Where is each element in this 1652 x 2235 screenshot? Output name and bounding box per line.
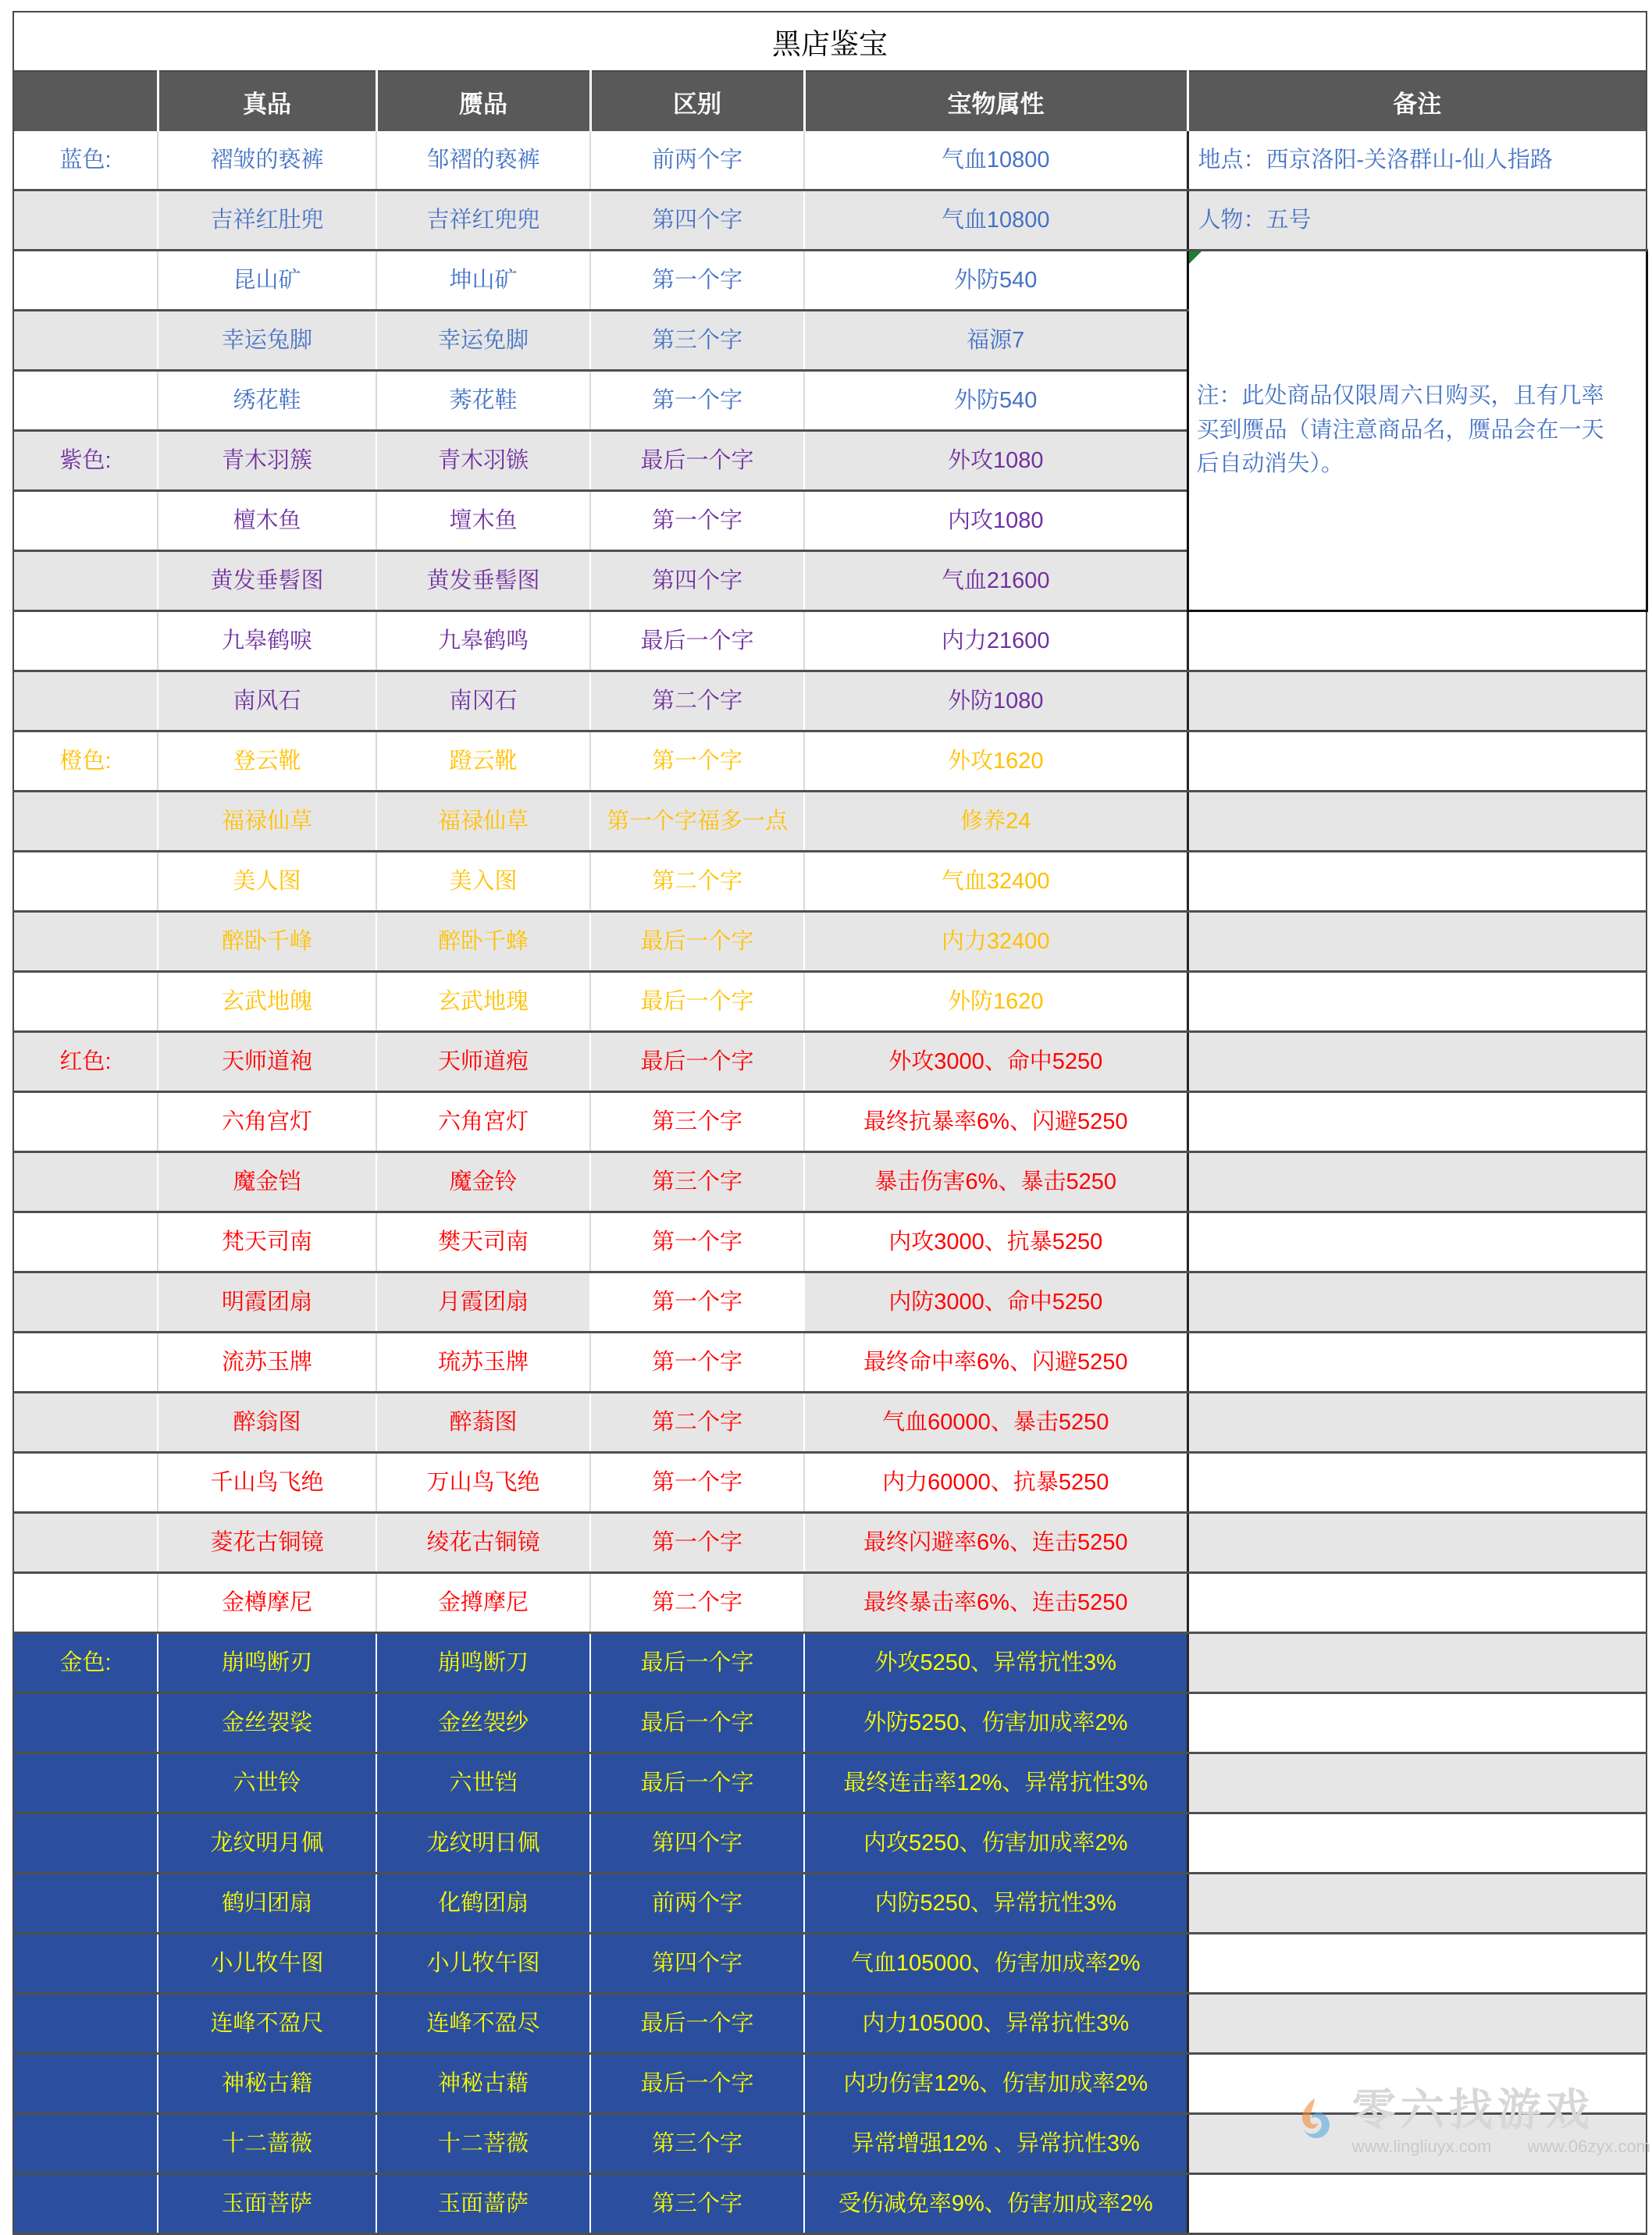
genuine-name-cell: 流苏玉牌: [158, 1333, 376, 1393]
fake-name-cell: 莠花鞋: [376, 371, 590, 431]
remark-empty-cell: [1187, 1393, 1647, 1453]
attributes-cell: 最终命中率6%、闪避5250: [804, 1333, 1187, 1393]
remark-empty-cell: [1187, 1874, 1647, 1934]
remark-empty-cell: [1187, 852, 1647, 912]
difference-cell: 第一个字: [590, 1513, 804, 1573]
table-row: [13, 852, 1647, 912]
remark-empty-cell: [1187, 1994, 1647, 2054]
difference-cell: 第一个字: [590, 371, 804, 431]
fake-name-cell: 龙纹明日佩: [376, 1813, 590, 1874]
table-row: [13, 131, 1647, 190]
genuine-name-cell: 昆山矿: [158, 251, 376, 311]
difference-cell: 第一个字福多一点: [590, 792, 804, 852]
genuine-name-cell: 崩鸣断刃: [158, 1633, 376, 1693]
genuine-name-cell: 吉祥红肚兜: [158, 190, 376, 251]
attributes-cell: 内力32400: [804, 912, 1187, 972]
remark-empty-cell: [1187, 1693, 1647, 1753]
fake-name-cell: 玉面蔷萨: [376, 2174, 590, 2234]
section-color-label: [13, 1874, 158, 1934]
table-row: [13, 1152, 1647, 1212]
remark-empty-cell: [1187, 611, 1647, 671]
difference-cell: 第四个字: [590, 190, 804, 251]
table-row: [13, 2174, 1647, 2234]
difference-cell: 第一个字: [590, 251, 804, 311]
genuine-name-cell: 梵天司南: [158, 1212, 376, 1272]
section-color-label: [13, 912, 158, 972]
attributes-cell: 最终闪避率6%、连击5250: [804, 1513, 1187, 1573]
attributes-cell: 气血10800: [804, 190, 1187, 251]
section-color-label: [13, 611, 158, 671]
section-color-label: [13, 2114, 158, 2174]
remark-note-box: [1187, 251, 1647, 611]
fake-name-cell: 金撙摩尼: [376, 1573, 590, 1633]
section-color-label: [13, 1573, 158, 1633]
fake-name-cell: 幸运免脚: [376, 311, 590, 371]
attributes-cell: 内攻5250、伤害加成率2%: [804, 1813, 1187, 1874]
section-color-label: [13, 1333, 158, 1393]
watermark-url-1: www.lingliuyx.com: [1351, 2137, 1492, 2156]
genuine-name-cell: 褶皱的亵裤: [158, 131, 376, 190]
section-color-label: [13, 491, 158, 551]
section-color-label: [13, 1152, 158, 1212]
difference-cell: 最后一个字: [590, 1633, 804, 1693]
genuine-name-cell: 六角宫灯: [158, 1092, 376, 1152]
remark-empty-cell: [1187, 972, 1647, 1032]
genuine-name-cell: 黄发垂髫图: [158, 551, 376, 611]
section-color-label: [13, 792, 158, 852]
genuine-name-cell: 玄武地魄: [158, 972, 376, 1032]
genuine-name-cell: 醉翁图: [158, 1393, 376, 1453]
genuine-name-cell: 登云靴: [158, 731, 376, 792]
remark-empty-cell: [1187, 1573, 1647, 1633]
watermark-logo-icon: [1288, 2094, 1344, 2151]
attributes-cell: 外攻3000、命中5250: [804, 1032, 1187, 1092]
attributes-cell: 内防3000、命中5250: [804, 1272, 1187, 1333]
table-row: [13, 1813, 1647, 1874]
genuine-name-cell: 龙纹明月佩: [158, 1813, 376, 1874]
attributes-cell: 气血10800: [804, 131, 1187, 190]
section-color-label: [13, 1994, 158, 2054]
difference-cell: 最后一个字: [590, 431, 804, 491]
section-color-label: 蓝色:: [13, 131, 158, 190]
table-row: [13, 1333, 1647, 1393]
difference-cell: 第一个字: [590, 1453, 804, 1513]
attributes-cell: 内攻3000、抗暴5250: [804, 1212, 1187, 1272]
table-row: [13, 1693, 1647, 1753]
difference-cell: 第三个字: [590, 2174, 804, 2234]
section-color-label: [13, 1212, 158, 1272]
remark-empty-cell: [1187, 1212, 1647, 1272]
fake-name-cell: 醉卧千蜂: [376, 912, 590, 972]
attributes-cell: 外攻1080: [804, 431, 1187, 491]
attributes-cell: 外防5250、伤害加成率2%: [804, 1693, 1187, 1753]
remark-empty-cell: [1187, 1453, 1647, 1513]
table-row: [13, 251, 1647, 311]
fake-name-cell: 青木羽镞: [376, 431, 590, 491]
genuine-name-cell: 青木羽簇: [158, 431, 376, 491]
attributes-cell: 内力21600: [804, 611, 1187, 671]
fake-name-cell: 绫花古铜镜: [376, 1513, 590, 1573]
section-color-label: [13, 1092, 158, 1152]
remark-empty-cell: [1187, 1633, 1647, 1693]
difference-cell: 前两个字: [590, 131, 804, 190]
attributes-cell: 外防540: [804, 371, 1187, 431]
fake-name-cell: 邹褶的亵裤: [376, 131, 590, 190]
section-color-label: 红色:: [13, 1032, 158, 1092]
table-row: [13, 1994, 1647, 2054]
fake-name-cell: 崩鸣断刀: [376, 1633, 590, 1693]
difference-cell: 第三个字: [590, 1152, 804, 1212]
genuine-name-cell: 檀木鱼: [158, 491, 376, 551]
page-title: 黑店鉴宝: [13, 12, 1647, 71]
attributes-cell: 气血21600: [804, 551, 1187, 611]
attributes-cell: 受伤减免率9%、伤害加成率2%: [804, 2174, 1187, 2234]
fake-name-cell: 吉祥红兜兜: [376, 190, 590, 251]
attributes-cell: 气血32400: [804, 852, 1187, 912]
difference-cell: 第二个字: [590, 852, 804, 912]
difference-cell: 第四个字: [590, 551, 804, 611]
table-row: [13, 190, 1647, 251]
section-color-label: [13, 972, 158, 1032]
remark-person-cell: 人物：五号: [1187, 190, 1647, 251]
fake-name-cell: 坤山矿: [376, 251, 590, 311]
remark-empty-cell: [1187, 1934, 1647, 1994]
section-color-label: [13, 2174, 158, 2234]
genuine-name-cell: 魔金铛: [158, 1152, 376, 1212]
fake-name-cell: 黄发垂髻图: [376, 551, 590, 611]
table-row: [13, 671, 1647, 731]
fake-name-cell: 化鹤团扇: [376, 1874, 590, 1934]
section-color-label: [13, 1693, 158, 1753]
attributes-cell: 内防5250、异常抗性3%: [804, 1874, 1187, 1934]
fake-name-cell: 福禄仙草: [376, 792, 590, 852]
fake-name-cell: 美入图: [376, 852, 590, 912]
genuine-name-cell: 小儿牧牛图: [158, 1934, 376, 1994]
fake-name-cell: 玄武地瑰: [376, 972, 590, 1032]
attributes-cell: 内力60000、抗暴5250: [804, 1453, 1187, 1513]
section-color-label: [13, 371, 158, 431]
fake-name-cell: 魔金铃: [376, 1152, 590, 1212]
table-row: [13, 1753, 1647, 1813]
difference-cell: 第一个字: [590, 1333, 804, 1393]
difference-cell: 最后一个字: [590, 2054, 804, 2114]
remark-note-text: 注：此处商品仅限周六日购买，且有几率买到赝品（请注意商品名，赝品会在一天后自动消失）。: [1196, 383, 1604, 477]
remark-empty-cell: [1187, 1152, 1647, 1212]
attributes-cell: 福源7: [804, 311, 1187, 371]
remark-empty-cell: [1187, 792, 1647, 852]
section-color-label: [13, 1753, 158, 1813]
section-color-label: [13, 251, 158, 311]
attributes-cell: 修养24: [804, 792, 1187, 852]
attributes-cell: 内力105000、异常抗性3%: [804, 1994, 1187, 2054]
section-color-label: [13, 1813, 158, 1874]
table-row: [13, 912, 1647, 972]
section-color-label: [13, 671, 158, 731]
genuine-name-cell: 玉面菩萨: [158, 2174, 376, 2234]
attributes-cell: 最终抗暴率6%、闪避5250: [804, 1092, 1187, 1152]
genuine-name-cell: 六世铃: [158, 1753, 376, 1813]
genuine-name-cell: 连峰不盈尺: [158, 1994, 376, 2054]
difference-cell: 第二个字: [590, 1393, 804, 1453]
table-row: [13, 1513, 1647, 1573]
attributes-cell: 气血105000、伤害加成率2%: [804, 1934, 1187, 1994]
header-row: [13, 71, 1647, 131]
watermark-urls: [1352, 2137, 1650, 2157]
fake-name-cell: 月霞团扇: [376, 1272, 590, 1333]
table-row: [13, 1092, 1647, 1152]
genuine-name-cell: 十二蔷薇: [158, 2114, 376, 2174]
table-row: [13, 1212, 1647, 1272]
fake-name-cell: 连峰不盈尽: [376, 1994, 590, 2054]
fake-name-cell: 樊天司南: [376, 1212, 590, 1272]
attributes-cell: 异常增强12% 、异常抗性3%: [804, 2114, 1187, 2174]
genuine-name-cell: 金丝袈裟: [158, 1693, 376, 1753]
fake-name-cell: 小儿牧午图: [376, 1934, 590, 1994]
attributes-cell: 内攻1080: [804, 491, 1187, 551]
section-color-label: [13, 1513, 158, 1573]
genuine-name-cell: 幸运兔脚: [158, 311, 376, 371]
fake-name-cell: 神秘古藉: [376, 2054, 590, 2114]
attributes-cell: 最终暴击率6%、连击5250: [804, 1573, 1187, 1633]
fake-name-cell: 蹬云靴: [376, 731, 590, 792]
section-color-label: 橙色:: [13, 731, 158, 792]
table-row: [13, 731, 1647, 792]
section-color-label: [13, 1453, 158, 1513]
difference-cell: 第四个字: [590, 1813, 804, 1874]
table-row: [13, 1393, 1647, 1453]
section-color-label: [13, 852, 158, 912]
section-color-label: [13, 1393, 158, 1453]
table-row: [13, 792, 1647, 852]
genuine-name-cell: 金樽摩尼: [158, 1573, 376, 1633]
remark-empty-cell: [1187, 1813, 1647, 1874]
section-color-label: [13, 311, 158, 371]
header-cell-fake: 赝品: [376, 71, 590, 131]
remark-empty-cell: [1187, 1753, 1647, 1813]
difference-cell: 最后一个字: [590, 1693, 804, 1753]
difference-cell: 最后一个字: [590, 1032, 804, 1092]
difference-cell: 最后一个字: [590, 912, 804, 972]
section-color-label: [13, 1934, 158, 1994]
table-row: [13, 1453, 1647, 1513]
attributes-cell: 外防1080: [804, 671, 1187, 731]
genuine-name-cell: 醉卧千峰: [158, 912, 376, 972]
fake-name-cell: 醉蓊图: [376, 1393, 590, 1453]
section-color-label: [13, 1272, 158, 1333]
section-color-label: [13, 551, 158, 611]
attributes-cell: 暴击伤害6%、暴击5250: [804, 1152, 1187, 1212]
remark-empty-cell: [1187, 2174, 1647, 2234]
genuine-name-cell: 九皋鹤唳: [158, 611, 376, 671]
genuine-name-cell: 鹤归团扇: [158, 1874, 376, 1934]
fake-name-cell: 南冈石: [376, 671, 590, 731]
fake-name-cell: 琉苏玉牌: [376, 1333, 590, 1393]
difference-cell: 第三个字: [590, 311, 804, 371]
genuine-name-cell: 明霞团扇: [158, 1272, 376, 1333]
attributes-cell: 外防540: [804, 251, 1187, 311]
fake-name-cell: 十二菩薇: [376, 2114, 590, 2174]
remark-location-cell: 地点：西京洛阳-关洛群山-仙人指路: [1187, 131, 1647, 190]
genuine-name-cell: 绣花鞋: [158, 371, 376, 431]
watermark-url-2: www.06zyx.com: [1527, 2137, 1650, 2156]
difference-cell: 前两个字: [590, 1874, 804, 1934]
remark-empty-cell: [1187, 912, 1647, 972]
header-cell-remark: 备注: [1187, 71, 1647, 131]
fake-name-cell: 壇木鱼: [376, 491, 590, 551]
table-row: [13, 1573, 1647, 1633]
genuine-name-cell: 南风石: [158, 671, 376, 731]
attributes-cell: 外攻5250、异常抗性3%: [804, 1633, 1187, 1693]
fake-name-cell: 九皋鹤鸣: [376, 611, 590, 671]
table-row: [13, 1633, 1647, 1693]
section-color-label: 金色:: [13, 1633, 158, 1693]
difference-cell: 最后一个字: [590, 1994, 804, 2054]
difference-cell: 最后一个字: [590, 972, 804, 1032]
section-color-label: [13, 2054, 158, 2114]
watermark-text-block: [1351, 2085, 1650, 2157]
remark-empty-cell: [1187, 1272, 1647, 1333]
attributes-cell: 外防1620: [804, 972, 1187, 1032]
table-row: [13, 972, 1647, 1032]
watermark-brand: 零六找游戏: [1351, 2085, 1594, 2134]
genuine-name-cell: 菱花古铜镜: [158, 1513, 376, 1573]
attributes-cell: 内功伤害12%、伤害加成率2%: [804, 2054, 1187, 2114]
section-color-label: [13, 190, 158, 251]
table-row: [13, 1032, 1647, 1092]
genuine-name-cell: 千山鸟飞绝: [158, 1453, 376, 1513]
table-row: [13, 1874, 1647, 1934]
difference-cell: 第三个字: [590, 1092, 804, 1152]
difference-cell: 最后一个字: [590, 611, 804, 671]
header-cell-category: [13, 71, 158, 131]
watermark: [1288, 2085, 1650, 2157]
table-row: [13, 1272, 1647, 1333]
difference-cell: 最后一个字: [590, 1753, 804, 1813]
difference-cell: 第二个字: [590, 671, 804, 731]
table-row: [13, 611, 1647, 671]
attributes-cell: 气血60000、暴击5250: [804, 1393, 1187, 1453]
remark-empty-cell: [1187, 1092, 1647, 1152]
header-cell-difference: 区别: [590, 71, 804, 131]
difference-cell: 第一个字: [590, 1272, 804, 1333]
fake-name-cell: 六角宮灯: [376, 1092, 590, 1152]
genuine-name-cell: 美人图: [158, 852, 376, 912]
header-cell-attributes: 宝物属性: [804, 71, 1187, 131]
remark-empty-cell: [1187, 671, 1647, 731]
fake-name-cell: 金丝袈纱: [376, 1693, 590, 1753]
remark-empty-cell: [1187, 1333, 1647, 1393]
difference-cell: 第二个字: [590, 1573, 804, 1633]
genuine-name-cell: 福禄仙草: [158, 792, 376, 852]
difference-cell: 第三个字: [590, 2114, 804, 2174]
table-row: [13, 1934, 1647, 1994]
attributes-cell: 外攻1620: [804, 731, 1187, 792]
attributes-cell: 最终连击率12%、异常抗性3%: [804, 1753, 1187, 1813]
remark-empty-cell: [1187, 731, 1647, 792]
difference-cell: 第一个字: [590, 491, 804, 551]
appraisal-table: [12, 11, 1648, 2235]
genuine-name-cell: 神秘古籍: [158, 2054, 376, 2114]
fake-name-cell: 天师道疱: [376, 1032, 590, 1092]
section-color-label: 紫色:: [13, 431, 158, 491]
title-row: [13, 12, 1647, 71]
remark-empty-cell: [1187, 1032, 1647, 1092]
header-cell-genuine: 真品: [158, 71, 376, 131]
excel-corner-marker-icon: [1189, 251, 1202, 264]
difference-cell: 第一个字: [590, 731, 804, 792]
difference-cell: 第一个字: [590, 1212, 804, 1272]
genuine-name-cell: 天师道袍: [158, 1032, 376, 1092]
fake-name-cell: 六世铛: [376, 1753, 590, 1813]
fake-name-cell: 万山鸟飞绝: [376, 1453, 590, 1513]
remark-empty-cell: [1187, 1513, 1647, 1573]
difference-cell: 第四个字: [590, 1934, 804, 1994]
